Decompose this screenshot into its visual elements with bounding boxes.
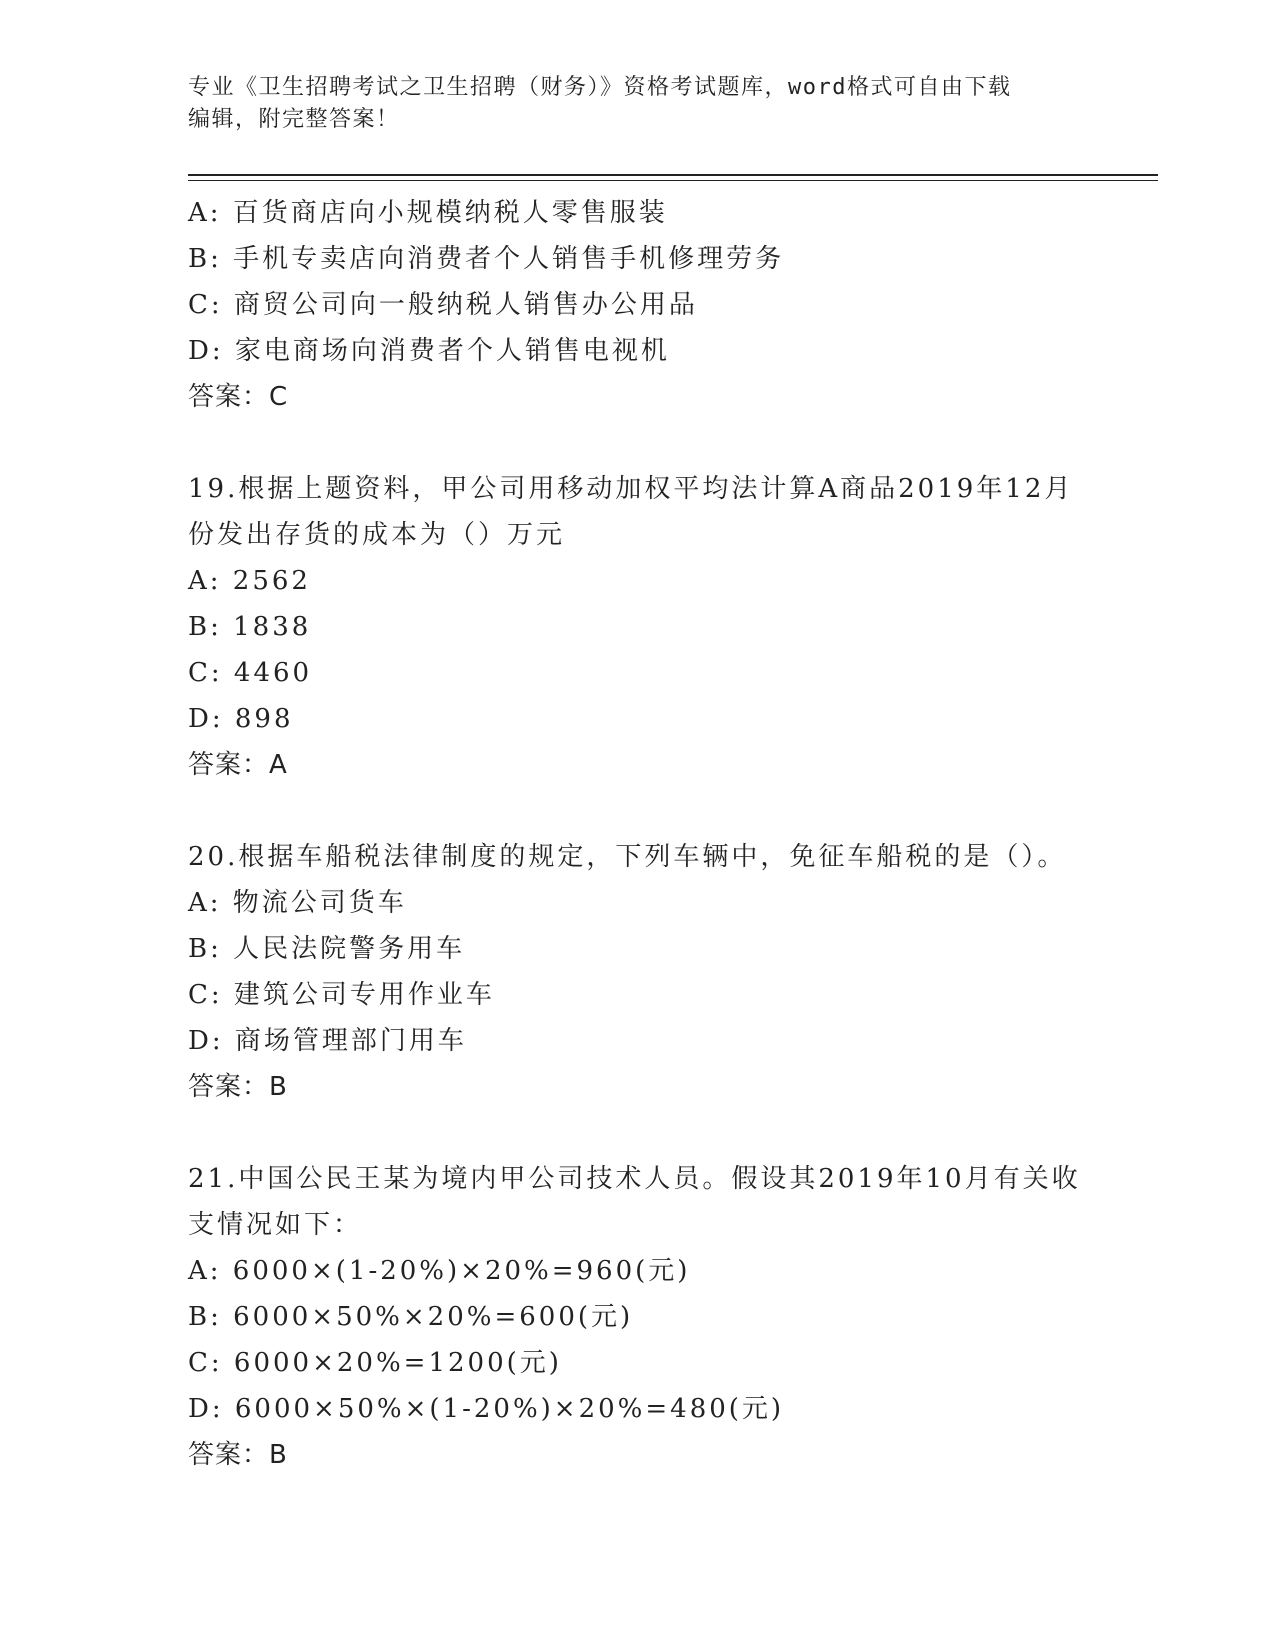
answer: 答案：C (188, 382, 289, 412)
answer: 答案：B (188, 1440, 288, 1470)
question-21 (188, 1156, 1088, 1478)
question-stem-line-2: 份发出存货的成本为（）万元 (188, 520, 566, 550)
option-c: C: 6000×20%=1200(元) (188, 1348, 562, 1378)
option-b: B: 6000×50%×20%=600(元) (188, 1302, 634, 1332)
option-c: C: 商贸公司向一般纳税人销售办公用品 (188, 290, 698, 320)
question-stem-line-1: 19.根据上题资料，甲公司用移动加权平均法计算A商品2019年12月 (188, 474, 1074, 504)
question-stem-line-1: 21.中国公民王某为境内甲公司技术人员。假设其2019年10月有关收 (188, 1164, 1081, 1194)
option-d: D: 商场管理部门用车 (188, 1026, 467, 1056)
answer: 答案：B (188, 1072, 288, 1102)
question-stem-line-2: 支情况如下： (188, 1210, 363, 1240)
document-header (188, 72, 1088, 136)
option-b: B: 人民法院警务用车 (188, 934, 466, 964)
option-c: C: 建筑公司专用作业车 (188, 980, 495, 1010)
answer: 答案：A (188, 750, 288, 780)
option-b: B: 1838 (188, 612, 312, 642)
option-d: D: 家电商场向消费者个人销售电视机 (188, 336, 670, 366)
option-c: C: 4460 (188, 658, 313, 688)
spacer (188, 1110, 1088, 1156)
option-a: A: 百货商店向小规模纳税人零售服装 (188, 198, 668, 228)
spacer (188, 788, 1088, 834)
header-rule-thick (188, 174, 1158, 176)
question-20 (188, 834, 1088, 1110)
spacer (188, 420, 1088, 466)
option-a: A: 6000×(1-20%)×20%=960(元) (188, 1256, 691, 1286)
option-d: D: 6000×50%×(1-20%)×20%=480(元) (188, 1394, 785, 1424)
question-19 (188, 466, 1088, 788)
option-a: A: 2562 (188, 566, 311, 596)
question-list (188, 190, 1088, 1478)
header-rule-thin (188, 180, 1158, 181)
header-line-2: 编辑，附完整答案！ (188, 107, 400, 132)
header-line-1: 专业《卫生招聘考试之卫生招聘（财务）》资格考试题库，word格式可自由下载 (188, 75, 1012, 100)
option-d: D: 898 (188, 704, 294, 734)
option-a: A: 物流公司货车 (188, 888, 407, 918)
question-stem-line-1: 20.根据车船税法律制度的规定，下列车辆中，免征车船税的是（）。 (188, 842, 1067, 872)
question-18 (188, 190, 1088, 420)
option-b: B: 手机专卖店向消费者个人销售手机修理劳务 (188, 244, 785, 274)
